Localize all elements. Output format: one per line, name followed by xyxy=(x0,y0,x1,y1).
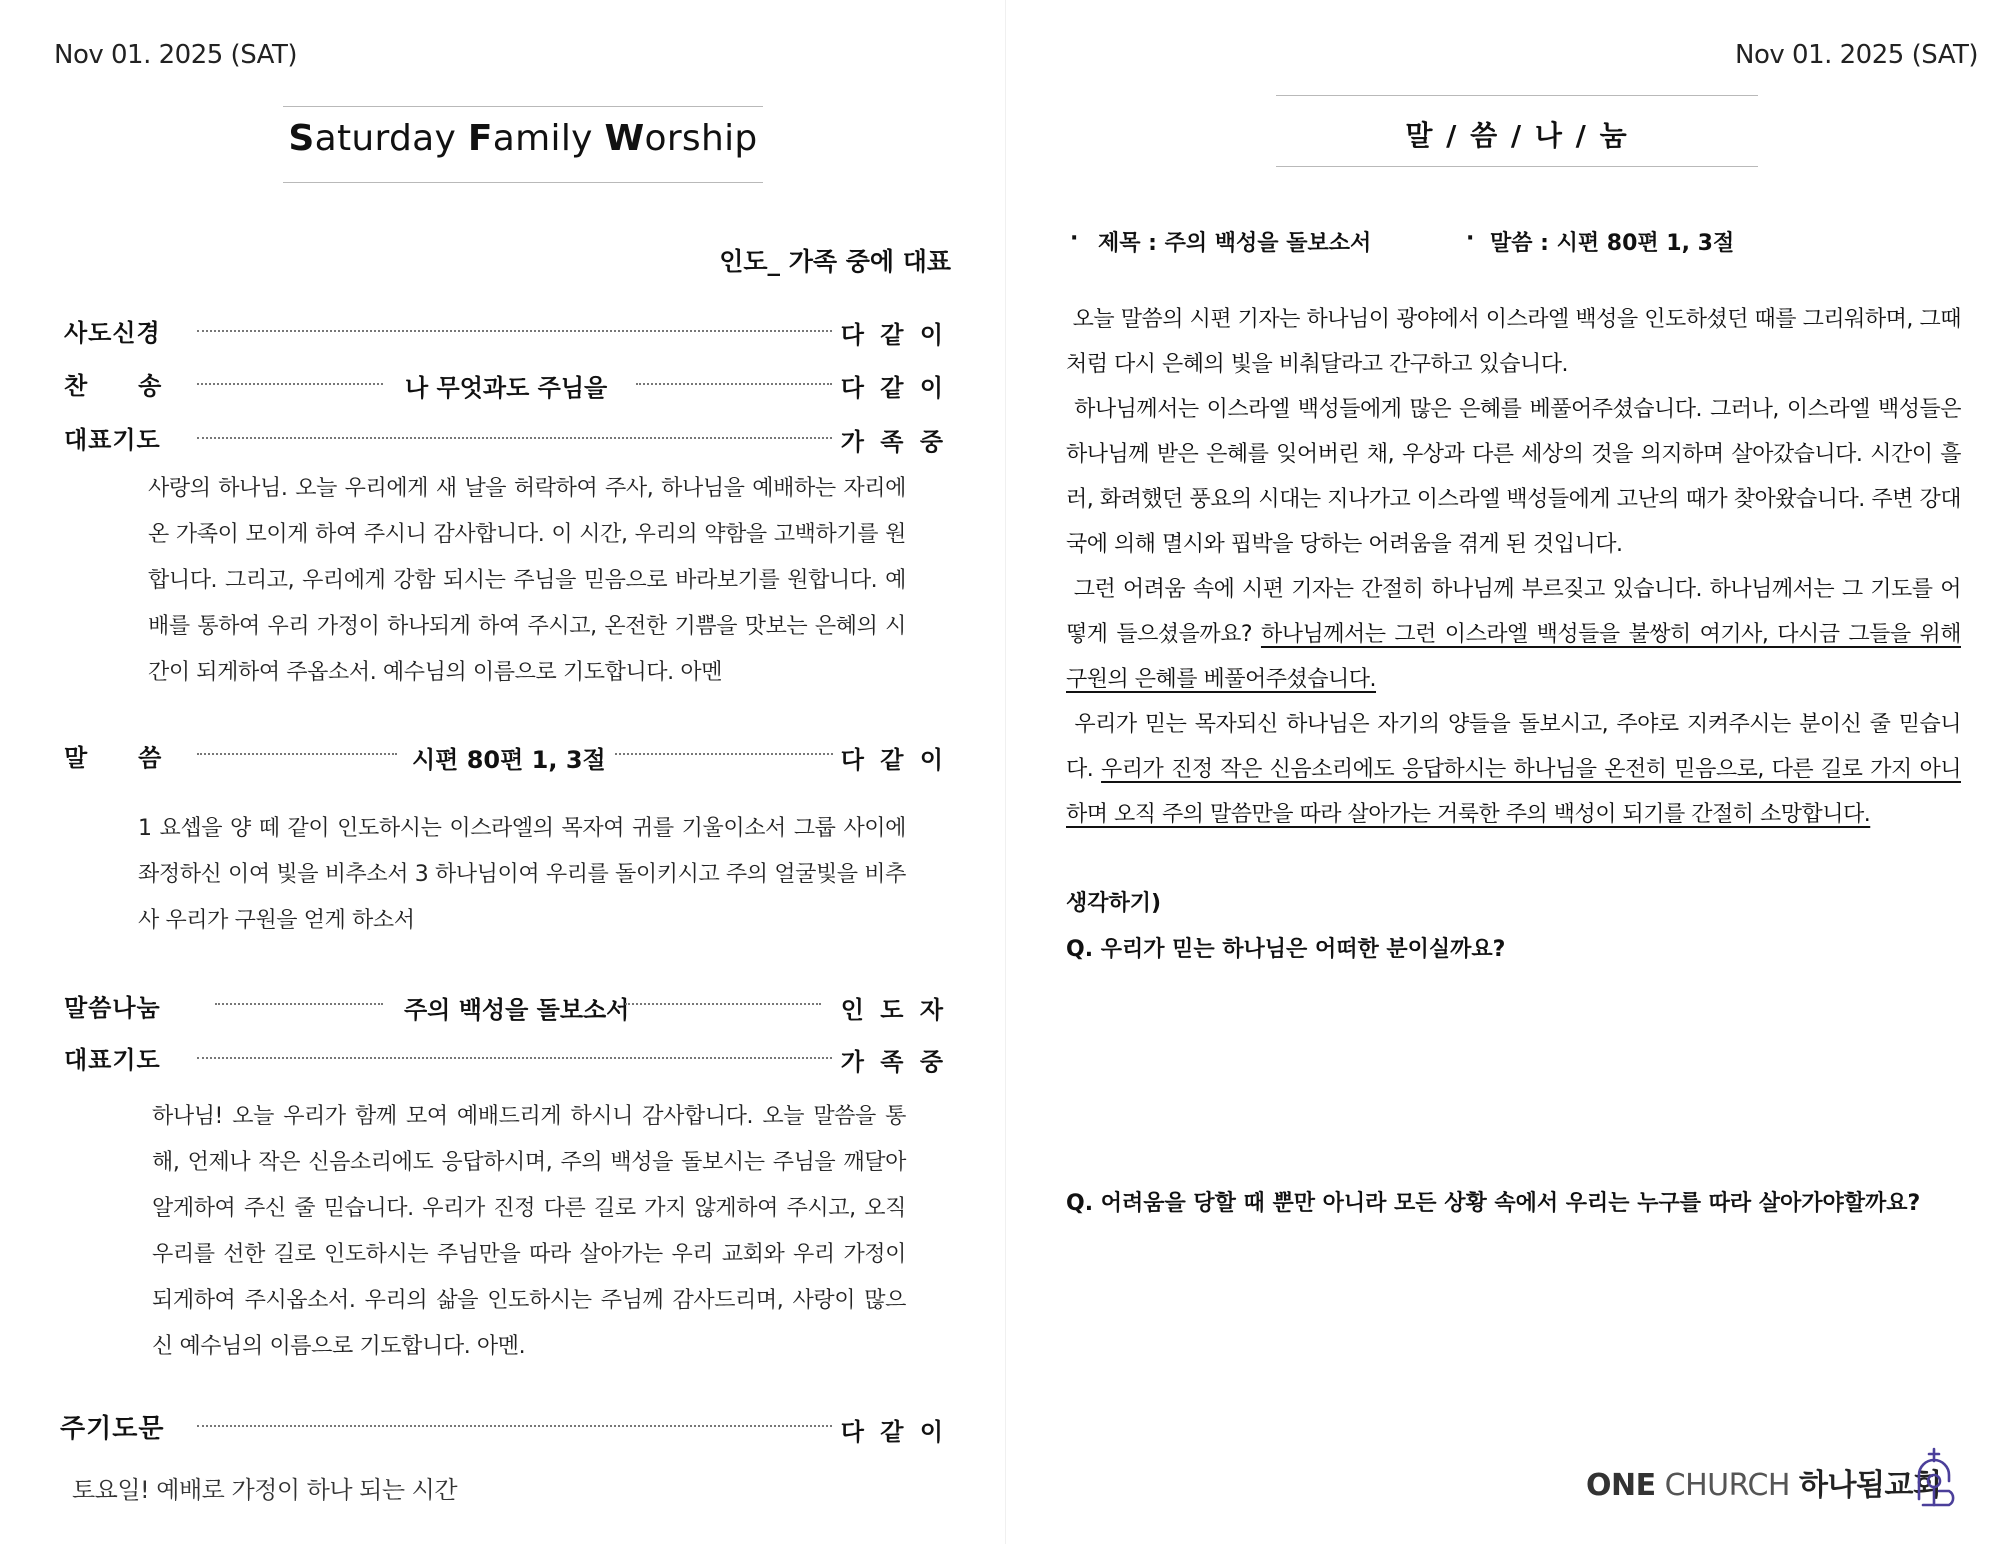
sharing-performer: 인 도 자 xyxy=(840,996,947,1024)
worship-leader: 인도_ 가족 중에 대표 xyxy=(719,247,951,276)
prayer-label: 대표기도 xyxy=(64,426,161,454)
sermon-body xyxy=(1066,297,1961,837)
title-word-1: Saturday xyxy=(288,118,468,159)
dot-leader xyxy=(636,383,832,385)
scripture-label: 말 씀 xyxy=(64,744,163,772)
dot-leader xyxy=(197,1057,832,1059)
dot-leader xyxy=(197,383,383,385)
scripture-reference: 시편 80편 1, 3절 xyxy=(412,746,606,774)
closing-prayer-text: 하나님! 오늘 우리가 함께 모여 예배드리게 하시니 감사합니다. 오늘 말씀을 통해, 언제나 작은 신음소리에도 응답하시며, 주의 백성을 돌보시는 주님을 깨달아 알게하여 주신 줄 믿습니다. 우리가 진정 다른 길로 가지 않게하여 주시고, 오직 우리를 선한 길로 인도하시는 주님만을 따라 살아가는 우리 교회와 우리 가정이 되게하여 주시옵소서. 우리의 삶을 인도하시는 주님께 감사드리며, 사랑이 많으신 예수님의 이름으로 기도합니다. 아멘. xyxy=(152,1104,906,1359)
bullet: · xyxy=(1466,226,1475,251)
hymn-performer: 다 같 이 xyxy=(840,374,947,402)
bullet: · xyxy=(1070,226,1079,251)
left-date: Nov 01. 2025 (SAT) xyxy=(54,40,297,70)
title-top-rule xyxy=(283,106,763,107)
title-bottom-rule xyxy=(283,182,763,183)
closing-prayer-label: 대표기도 xyxy=(64,1046,161,1074)
paragraph-3: 그런 어려움 속에 시편 기자는 간절히 하나님께 부르짖고 있습니다. 하나님께서는 그 기도를 어떻게 들으셨을까요? 하나님께서는 그런 이스라엘 백성들을 불쌍히 여기사, 다시금 그들을 위해 구원의 은혜를 베풀어주셨습니다. xyxy=(1066,577,1961,692)
underlined-emphasis: 하나님께서는 그런 이스라엘 백성들을 불쌍히 여기사, 다시금 그들을 위해 구원의 은혜를 베풀어주셨습니다. xyxy=(1066,622,1961,692)
worship-title xyxy=(283,118,763,159)
scripture-performer: 다 같 이 xyxy=(840,746,947,774)
sermon-subject: 제목 : 주의 백성을 돌보소서 xyxy=(1098,231,1372,256)
title-bottom-rule xyxy=(1276,166,1758,167)
dot-leader xyxy=(197,1425,832,1427)
closing-prayer-performer: 가 족 중 xyxy=(840,1048,947,1076)
hymn-label: 찬 송 xyxy=(64,372,163,400)
right-date: Nov 01. 2025 (SAT) xyxy=(1735,40,1978,70)
think-heading: 생각하기) xyxy=(1066,891,1162,916)
scripture-text: 1 요셉을 양 떼 같이 인도하시는 이스라엘의 목자여 귀를 기울이소서 그룹 사이에 좌정하신 이여 빛을 비추소서 3 하나님이여 우리를 돌이키시고 주의 얼굴빛을 비추사 우리가 구원을 얻게 하소서 xyxy=(138,816,906,933)
dot-leader xyxy=(215,1003,383,1005)
right-page xyxy=(1005,0,2002,1544)
dot-leader xyxy=(625,1003,821,1005)
question-2: Q. 어려움을 당할 때 뿐만 아니라 모든 상황 속에서 우리는 누구를 따라 살아가야할까요? xyxy=(1066,1191,1921,1216)
underlined-emphasis: 우리가 진정 작은 신음소리에도 응답하시는 하나님을 온전히 믿음으로, 다른 길로 가지 아니하며 오직 주의 말씀만을 따라 살아가는 거룩한 주의 백성이 되기를 간절히 소망합니다. xyxy=(1066,757,1961,827)
paragraph-4: 우리가 믿는 목자되신 하나님은 자기의 양들을 돌보시고, 주야로 지켜주시는 분이신 줄 믿습니다. 우리가 진정 작은 신음소리에도 응답하시는 하나님을 온전히 믿음으로, 다른 길로 가지 아니하며 오직 주의 말씀만을 따라 살아가는 거룩한 주의 백성이 되기를 간절히 소망합니다. xyxy=(1066,712,1961,827)
hymn-title: 나 무엇과도 주님을 xyxy=(405,374,608,402)
dot-leader xyxy=(615,753,833,755)
opening-prayer-text: 사랑의 하나님. 오늘 우리에게 새 날을 허락하여 주사, 하나님을 예배하는 자리에 온 가족이 모이게 하여 주시니 감사합니다. 이 시간, 우리의 약함을 고백하기를 원합니다. 그리고, 우리에게 강함 되시는 주님을 믿음으로 바라보기를 원합니다. 예배를 통하여 우리 가정이 하나되게 하여 주시고, 온전한 기쁨을 맛보는 은혜의 시간이 되게하여 주옵소서. 예수님의 이름으로 기도합니다. 아멘 xyxy=(148,476,906,685)
paragraph-1: 오늘 말씀의 시편 기자는 하나님이 광야에서 이스라엘 백성을 인도하셨던 때를 그리워하며, 그때처럼 다시 은혜의 빛을 비춰달라고 간구하고 있습니다. xyxy=(1066,307,1962,377)
sermon-verse: 말씀 : 시편 80편 1, 3절 xyxy=(1490,231,1735,256)
church-logo: ONE CHURCH 하나됨교회 xyxy=(1586,1468,1942,1503)
dot-leader xyxy=(197,753,397,755)
prayer-performer: 가 족 중 xyxy=(840,428,947,456)
lords-prayer-label: 주기도문 xyxy=(60,1414,165,1444)
title-word-2: Family xyxy=(467,118,605,159)
paragraph-2: 하나님께서는 이스라엘 백성들에게 많은 은혜를 베풀어주셨습니다. 그러나, 이스라엘 백성들은 하나님께 받은 은혜를 잊어버린 채, 우상과 다른 세상의 것을 의지하며 살아갔습니다. 시간이 흘러, 화려했던 풍요의 시대는 지나가고 이스라엘 백성들에게 고난의 때가 찾아왔습니다. 주변 강대국에 의해 멸시와 핍박을 당하는 어려움을 겪게 된 것입니다. xyxy=(1066,397,1961,557)
dot-leader xyxy=(197,330,832,332)
dot-leader xyxy=(197,437,832,439)
left-footer-motto: 토요일! 예배로 가정이 하나 되는 시간 xyxy=(72,1476,458,1504)
title-word-3: Worship xyxy=(604,118,758,159)
title-top-rule xyxy=(1276,95,1758,96)
sharing-title: 주의 백성을 돌보소서 xyxy=(404,996,630,1024)
sermon-sharing-title: 말 / 씀 / 나 / 눔 xyxy=(1405,119,1629,152)
lords-prayer-performer: 다 같 이 xyxy=(840,1418,947,1446)
sharing-label: 말씀나눔 xyxy=(64,994,161,1022)
creed-performer: 다 같 이 xyxy=(840,321,947,349)
question-1: Q. 우리가 믿는 하나님은 어떠한 분이실까요? xyxy=(1066,937,1506,962)
church-icon xyxy=(1909,1447,1959,1509)
creed-label: 사도신경 xyxy=(64,319,161,347)
